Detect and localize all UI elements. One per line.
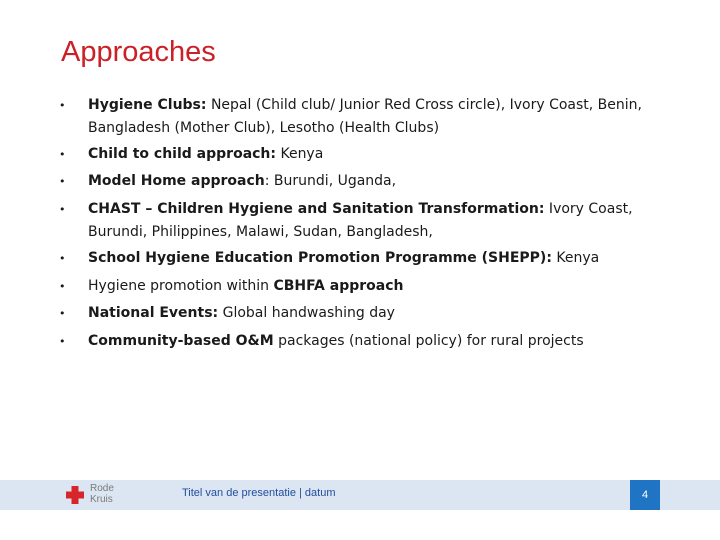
bullet-bold: National Events:	[88, 305, 219, 321]
bullet-dot: •	[59, 280, 66, 293]
bullet-bold: Hygiene Clubs:	[88, 97, 207, 113]
bullet-bold: Child to child approach:	[88, 146, 277, 162]
bullet-bold: CHAST – Children Hygiene and Sanitation Transformation:	[88, 201, 545, 217]
bullet-bold: School Hygiene Education Promotion Programme (SHEPP):	[88, 250, 552, 266]
bullet-text: Kenya	[551, 250, 600, 266]
bullet-text: Kenya	[276, 146, 324, 162]
bullet-dot: •	[59, 99, 66, 112]
logo-line-1: Rode	[90, 483, 114, 494]
bullet-text: Global handwashing day	[218, 305, 395, 321]
bullet-dot: •	[59, 175, 66, 188]
logo-text	[90, 483, 114, 505]
bullet-text: packages (national policy) for rural projects	[273, 333, 584, 349]
bullet-text: Hygiene promotion within	[88, 278, 274, 294]
bullet-dot: •	[59, 307, 66, 320]
bullet-bold: CBHFA approach	[273, 278, 404, 294]
bullet-dot: •	[59, 252, 66, 265]
bullet-text: : Burundi, Uganda,	[264, 173, 397, 189]
bullet-bold: Model Home approach	[88, 173, 265, 189]
bullet-dot: •	[59, 148, 66, 161]
slide-title: Approaches	[61, 36, 216, 68]
bullet-dot: •	[59, 335, 66, 348]
red-cross-icon	[64, 484, 86, 506]
bullet-text: Nepal (Child club/ Junior Red Cross circle), Ivory Coast, Benin, Bangladesh (Mother Club), Lesotho (Health Clubs)	[88, 97, 642, 136]
presentation-footer-text: Titel van de presentatie | datum	[182, 487, 336, 499]
bullet-bold: Community-based O&M	[88, 333, 274, 349]
bullet-text: Ivory Coast, Burundi, Philippines, Malawi, Sudan, Bangladesh,	[88, 201, 633, 240]
page-number: 4	[630, 480, 660, 510]
logo-line-2: Kruis	[90, 494, 113, 505]
bullet-dot: •	[59, 203, 66, 216]
rode-kruis-logo	[62, 482, 122, 508]
